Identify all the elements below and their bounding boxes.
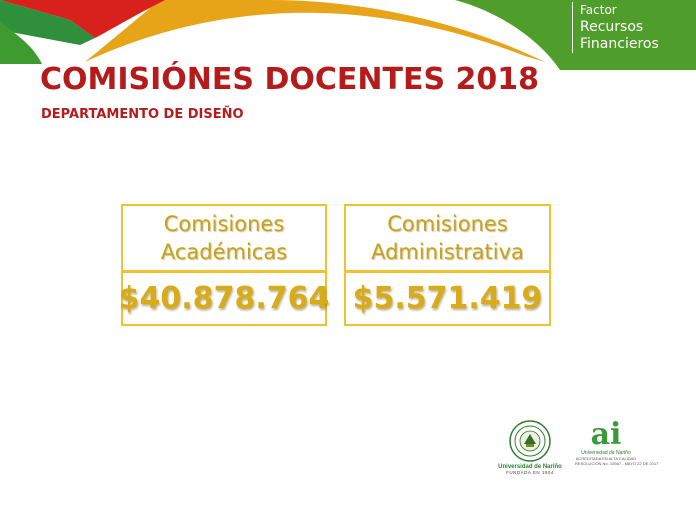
factor-line2: Recursos — [580, 19, 644, 35]
accreditation-line1: Universidad de Nariño — [581, 450, 631, 456]
university-founded: FUNDADA EN 1904 — [506, 470, 554, 475]
card-label-line2: Académicas — [160, 240, 288, 264]
page-title: COMISIÓNES DOCENTES 2018 — [40, 62, 539, 97]
card-label-line1: Comisiones — [163, 212, 285, 236]
page-subtitle: DEPARTAMENTO DE DISEÑO — [41, 107, 244, 122]
university-seal-icon — [509, 420, 551, 462]
card-label — [123, 206, 325, 273]
card-value: $5.571.419 — [352, 281, 543, 316]
card-value: $40.878.764 — [118, 281, 330, 316]
factor-label — [572, 2, 659, 53]
banner-orange-shape — [85, 0, 545, 62]
accreditation-line2: ACREDITADA EN ALTA CALIDAD — [575, 456, 637, 461]
commission-card-academic — [118, 204, 330, 326]
card-label-line2: Administrativa — [371, 240, 524, 264]
commission-card-administrative — [344, 204, 551, 326]
accreditation-logo — [575, 417, 659, 475]
accreditation-mark: ai — [590, 417, 622, 452]
accreditation-line3: RESOLUCIÓN No. 10567 - MAYO 22 DE 2017 — [575, 461, 659, 466]
card-label-line1: Comisiones — [387, 212, 508, 236]
factor-line3: Financieros — [580, 36, 659, 52]
card-label — [346, 206, 549, 273]
university-logo — [497, 420, 563, 482]
factor-line1: Factor — [580, 3, 617, 17]
university-name: Universidad de Nariño — [498, 464, 562, 470]
